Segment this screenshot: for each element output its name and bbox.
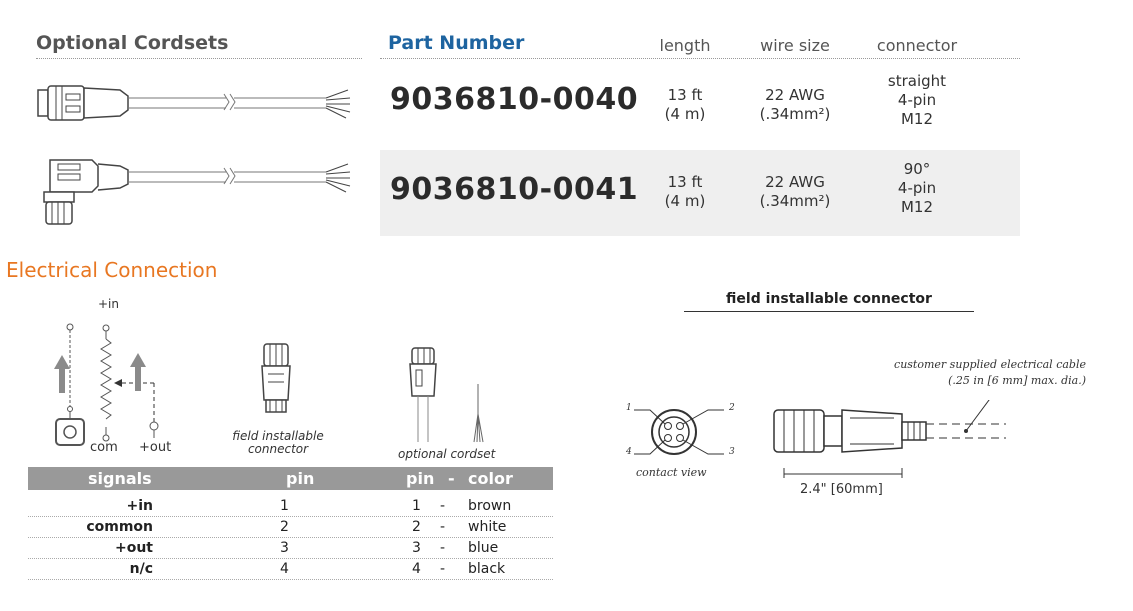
length-m: (4 m): [664, 105, 706, 123]
plus-in-label: +in: [98, 297, 119, 311]
right-angle-cordset-icon: [36, 150, 366, 230]
connector-size: M12: [900, 198, 934, 216]
connector-size: M12: [900, 110, 934, 128]
dash-header: -: [448, 469, 455, 488]
field-connector-title: field installable connector: [684, 291, 974, 312]
length-header: length: [659, 36, 711, 55]
title-underline: [36, 58, 362, 59]
cordset-pin: 1: [412, 498, 421, 514]
connector-type: 90°: [903, 160, 931, 178]
contact-view-caption: contact view: [636, 466, 707, 479]
wire-awg: 22 AWG: [765, 86, 825, 104]
wire-mm: (.34mm²): [759, 192, 831, 210]
cordsets-title: Optional Cordsets: [36, 32, 229, 54]
optional-cordset-caption: optional cordset: [398, 447, 496, 461]
field-connector-caption: [226, 430, 330, 456]
pin-3-label: 3: [729, 447, 735, 457]
length-m: (4 m): [664, 192, 706, 210]
cordset-pin: 3: [412, 540, 421, 556]
pin-header: pin: [286, 469, 315, 488]
pin-2-label: 2: [729, 403, 735, 413]
length-cell: [640, 86, 730, 124]
pin-number: 1: [280, 498, 289, 514]
cordset-pin-header: pin: [406, 469, 435, 488]
connector-cell: [862, 160, 972, 217]
straight-cordset-icon: [36, 80, 366, 130]
part-number-header: Part Number: [388, 32, 525, 54]
dash: -: [440, 540, 446, 556]
length-ft: 13 ft: [667, 173, 703, 191]
connector-cell: [862, 72, 972, 129]
wire-size-cell: [735, 86, 855, 124]
plus-out-label: +out: [139, 440, 172, 455]
dash: -: [440, 519, 446, 535]
cordset-pin: 4: [412, 561, 421, 577]
cable-note-line: customer supplied electrical cable: [894, 358, 1086, 371]
part-number-0040: 9036810-0040: [390, 82, 639, 117]
table-row: [28, 517, 553, 538]
dash: -: [440, 561, 446, 577]
table-row: [28, 538, 553, 559]
connector-type: straight: [887, 72, 947, 90]
table-row: [28, 496, 553, 517]
signal-name: +out: [114, 540, 153, 556]
wire-color: white: [468, 519, 507, 535]
field-connector-icon: [258, 340, 294, 428]
length-ft: 13 ft: [667, 86, 703, 104]
cordset-pin: 2: [412, 519, 421, 535]
connector-pins: 4-pin: [897, 91, 937, 109]
pin-number: 2: [280, 519, 289, 535]
cable-note-line: (.25 in [6 mm] max. dia.): [948, 374, 1086, 387]
pin-4-label: 4: [626, 447, 632, 457]
signal-name: +in: [126, 498, 153, 514]
length-cell: [640, 173, 730, 211]
wire-color: brown: [468, 498, 512, 514]
connector-pins: 4-pin: [897, 179, 937, 197]
pin-number: 4: [280, 561, 289, 577]
cable-note: [856, 357, 1086, 389]
cordset-small-icon: [400, 344, 500, 444]
electrical-connection-title: Electrical Connection: [6, 258, 218, 282]
com-label: com: [90, 440, 118, 455]
part-number-0041: 9036810-0041: [390, 172, 639, 207]
signal-name: n/c: [129, 561, 153, 577]
pin-1-label: 1: [626, 403, 632, 413]
connector-side-diagram: [770, 400, 1020, 490]
table-row: [28, 559, 553, 580]
wire-size-header: wire size: [760, 36, 830, 55]
contact-view-diagram: [622, 396, 742, 470]
signals-header: signals: [88, 469, 152, 488]
caption-line: field installable: [232, 429, 324, 443]
caption-line: connector: [247, 442, 309, 456]
dash: -: [440, 498, 446, 514]
wire-mm: (.34mm²): [759, 105, 831, 123]
dimension-label: 2.4" [60mm]: [800, 482, 883, 497]
pin-number: 3: [280, 540, 289, 556]
wire-awg: 22 AWG: [765, 173, 825, 191]
signals-table-header: [28, 467, 553, 490]
wiring-schematic: [50, 295, 190, 455]
color-header: color: [468, 469, 513, 488]
wire-size-cell: [735, 173, 855, 211]
signal-name: common: [86, 519, 153, 535]
wire-color: black: [468, 561, 506, 577]
wire-color: blue: [468, 540, 499, 556]
header-underline: [380, 58, 1020, 59]
connector-header: connector: [876, 36, 958, 55]
